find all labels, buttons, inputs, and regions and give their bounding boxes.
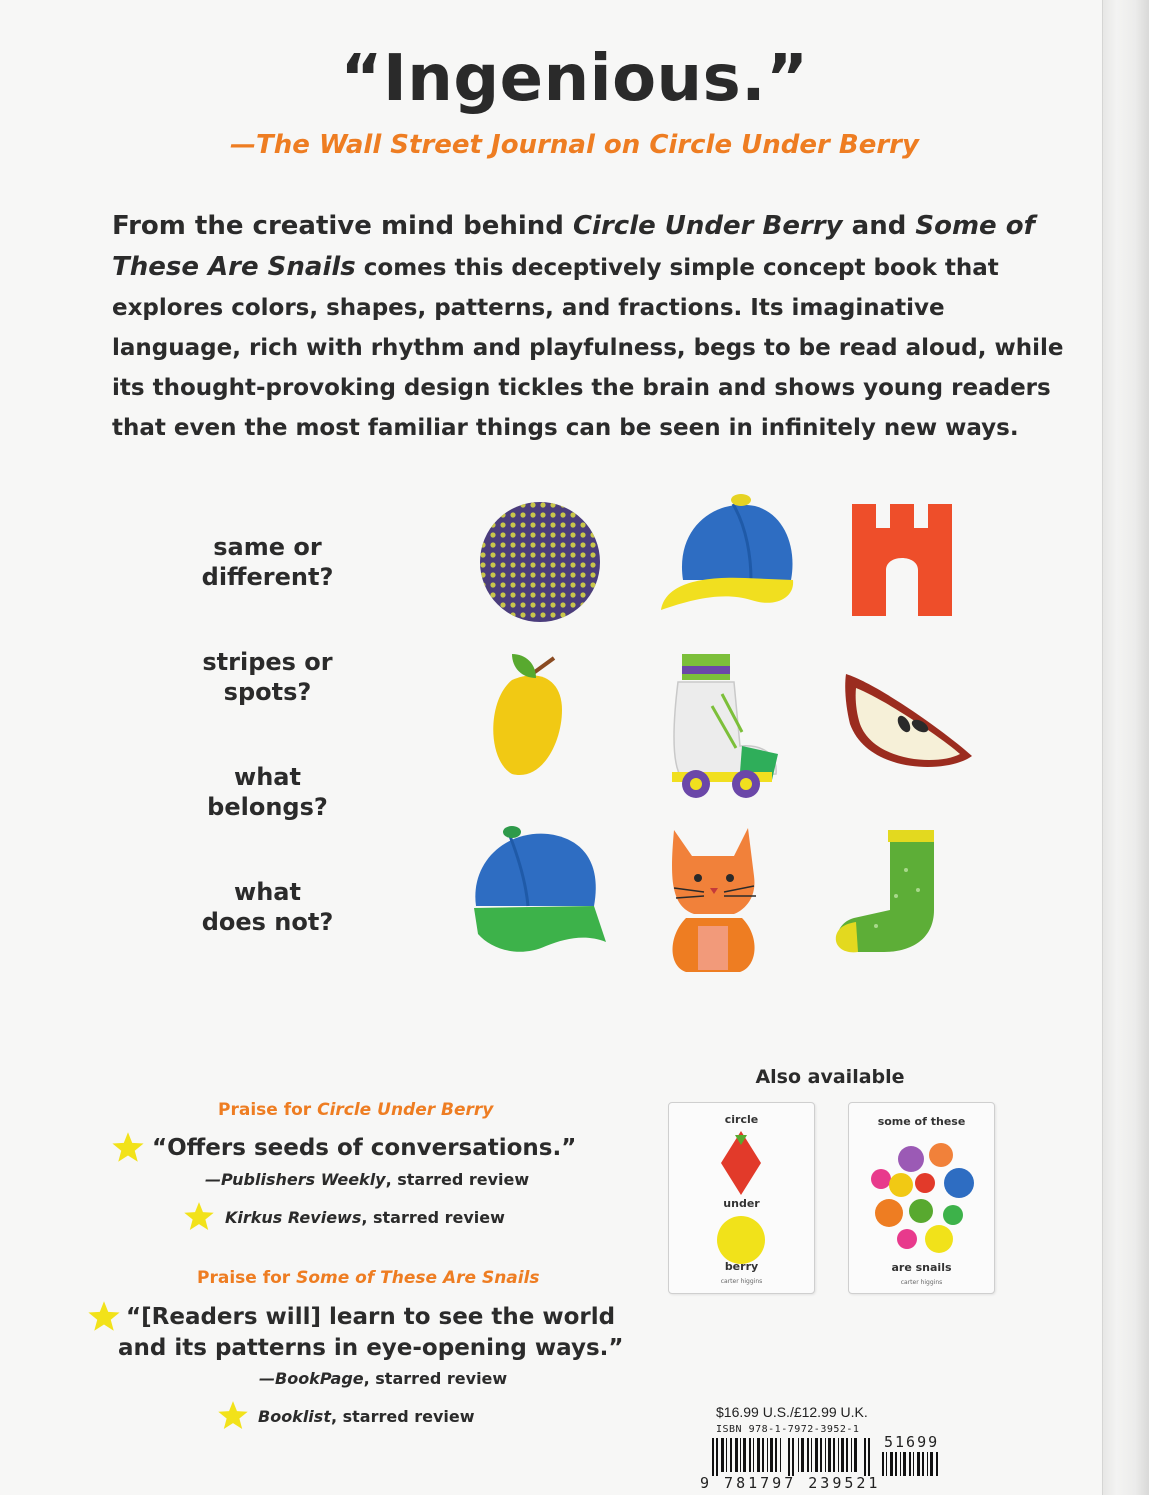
also-available-title: Also available <box>755 1066 905 1088</box>
snails-collage-icon <box>869 1139 977 1255</box>
headline-attribution: —The Wall Street Journal on Circle Under Berry <box>230 130 919 160</box>
mini-book-some-of-these-are-snails <box>848 1102 995 1294</box>
question-line: does not? <box>201 908 334 936</box>
blurb-part3: comes this deceptively simple concept book that explores colors, shapes, patterns, and fractions. Its imaginative language, rich with rhythm and playfulness, begs to be read aloud, while its thought-provoking design tickles the brain and shows young readers that even the most familiar things can be seen in infinitely new ways. <box>112 255 1064 441</box>
praise-heading-title: Some of These Are Snails <box>296 1268 540 1288</box>
blurb-part2: and <box>842 211 916 241</box>
question-line: spots? <box>223 678 312 706</box>
mini-book-title-bottom: berry <box>724 1260 759 1273</box>
question-line: belongs? <box>207 793 328 821</box>
source-name: —Publishers Weekly <box>205 1170 386 1189</box>
yellow-circle-icon <box>716 1215 766 1265</box>
headline-quote: “Ingenious.” <box>340 42 809 116</box>
source-name: Booklist <box>258 1407 331 1426</box>
source-suffix: , starred review <box>330 1407 475 1426</box>
book-spine-edge <box>1102 0 1149 1495</box>
praise-source-publishers-weekly <box>205 1170 529 1189</box>
question-same-or-different <box>180 532 355 592</box>
question-line: different? <box>201 563 334 591</box>
green-sock-illustration <box>826 830 946 954</box>
mini-book-title-middle: under <box>723 1197 760 1210</box>
mango-illustration <box>482 650 582 778</box>
roller-skate-illustration <box>652 654 784 800</box>
apple-slice-illustration <box>838 664 978 774</box>
praise-source-bookpage <box>259 1369 507 1388</box>
red-diamond-icon <box>721 1131 761 1195</box>
mini-book-author: carter higgins <box>900 1279 943 1286</box>
quote-line: and its patterns in eye-opening ways.” <box>118 1335 624 1361</box>
quote-line: “[Readers will] learn to see the world <box>126 1304 616 1330</box>
mini-book-circle-under-berry <box>668 1102 815 1294</box>
question-line: stripes or <box>202 648 333 676</box>
source-suffix: , starred review <box>361 1208 505 1227</box>
praise-heading-prefix: Praise for <box>218 1100 318 1120</box>
source-name: —BookPage <box>259 1369 364 1388</box>
star-icon <box>216 1399 250 1433</box>
praise-heading-circle-under-berry <box>218 1100 493 1120</box>
orange-cat-illustration <box>664 826 764 974</box>
barcode-addon-icon <box>882 1452 940 1476</box>
isbn-label: ISBN 978-1-7972-3952-1 <box>716 1424 860 1435</box>
question-what-does-not <box>180 877 355 937</box>
question-line: what <box>234 878 301 906</box>
barcode-main-icon <box>712 1438 872 1476</box>
praise-source-booklist <box>258 1407 475 1426</box>
mini-book-title-bottom: are snails <box>891 1261 952 1274</box>
book-description <box>112 206 1072 448</box>
mini-book-title-top: some of these <box>877 1115 966 1128</box>
price-label: $16.99 U.S./£12.99 U.K. <box>716 1404 868 1420</box>
dotted-circle-illustration <box>478 500 602 624</box>
blurb-title2: Some of These Are Snails <box>112 211 1035 282</box>
source-suffix: , starred review <box>363 1369 508 1388</box>
praise-quote-publishers-weekly: “Offers seeds of conversations.” <box>152 1135 577 1161</box>
barcode-addon-number: 51699 <box>884 1433 940 1451</box>
source-suffix: , starred review <box>385 1170 530 1189</box>
blue-cap-illustration <box>655 488 805 628</box>
praise-quote-bookpage <box>118 1302 624 1364</box>
star-icon <box>110 1130 146 1166</box>
question-what-belongs <box>180 762 355 822</box>
blurb-title1: Circle Under Berry <box>572 211 843 241</box>
source-name: Kirkus Reviews <box>225 1208 362 1227</box>
barcode-number: 9 781797 239521 <box>700 1474 881 1492</box>
mini-book-title-top: circle <box>724 1113 759 1126</box>
praise-heading-some-of-these-are-snails <box>197 1268 540 1288</box>
question-line: what <box>234 763 301 791</box>
question-stripes-or-spots <box>180 647 355 707</box>
red-castle-illustration <box>850 504 954 616</box>
blue-green-cap-illustration <box>466 822 610 962</box>
praise-heading-title: Circle Under Berry <box>317 1100 494 1120</box>
mini-book-author: carter higgins <box>720 1278 763 1285</box>
blurb-part1: From the creative mind behind <box>112 211 573 241</box>
star-icon <box>182 1200 216 1234</box>
question-line: same or <box>213 533 322 561</box>
praise-source-kirkus <box>225 1208 505 1227</box>
praise-heading-prefix: Praise for <box>197 1268 297 1288</box>
star-icon <box>86 1299 122 1335</box>
